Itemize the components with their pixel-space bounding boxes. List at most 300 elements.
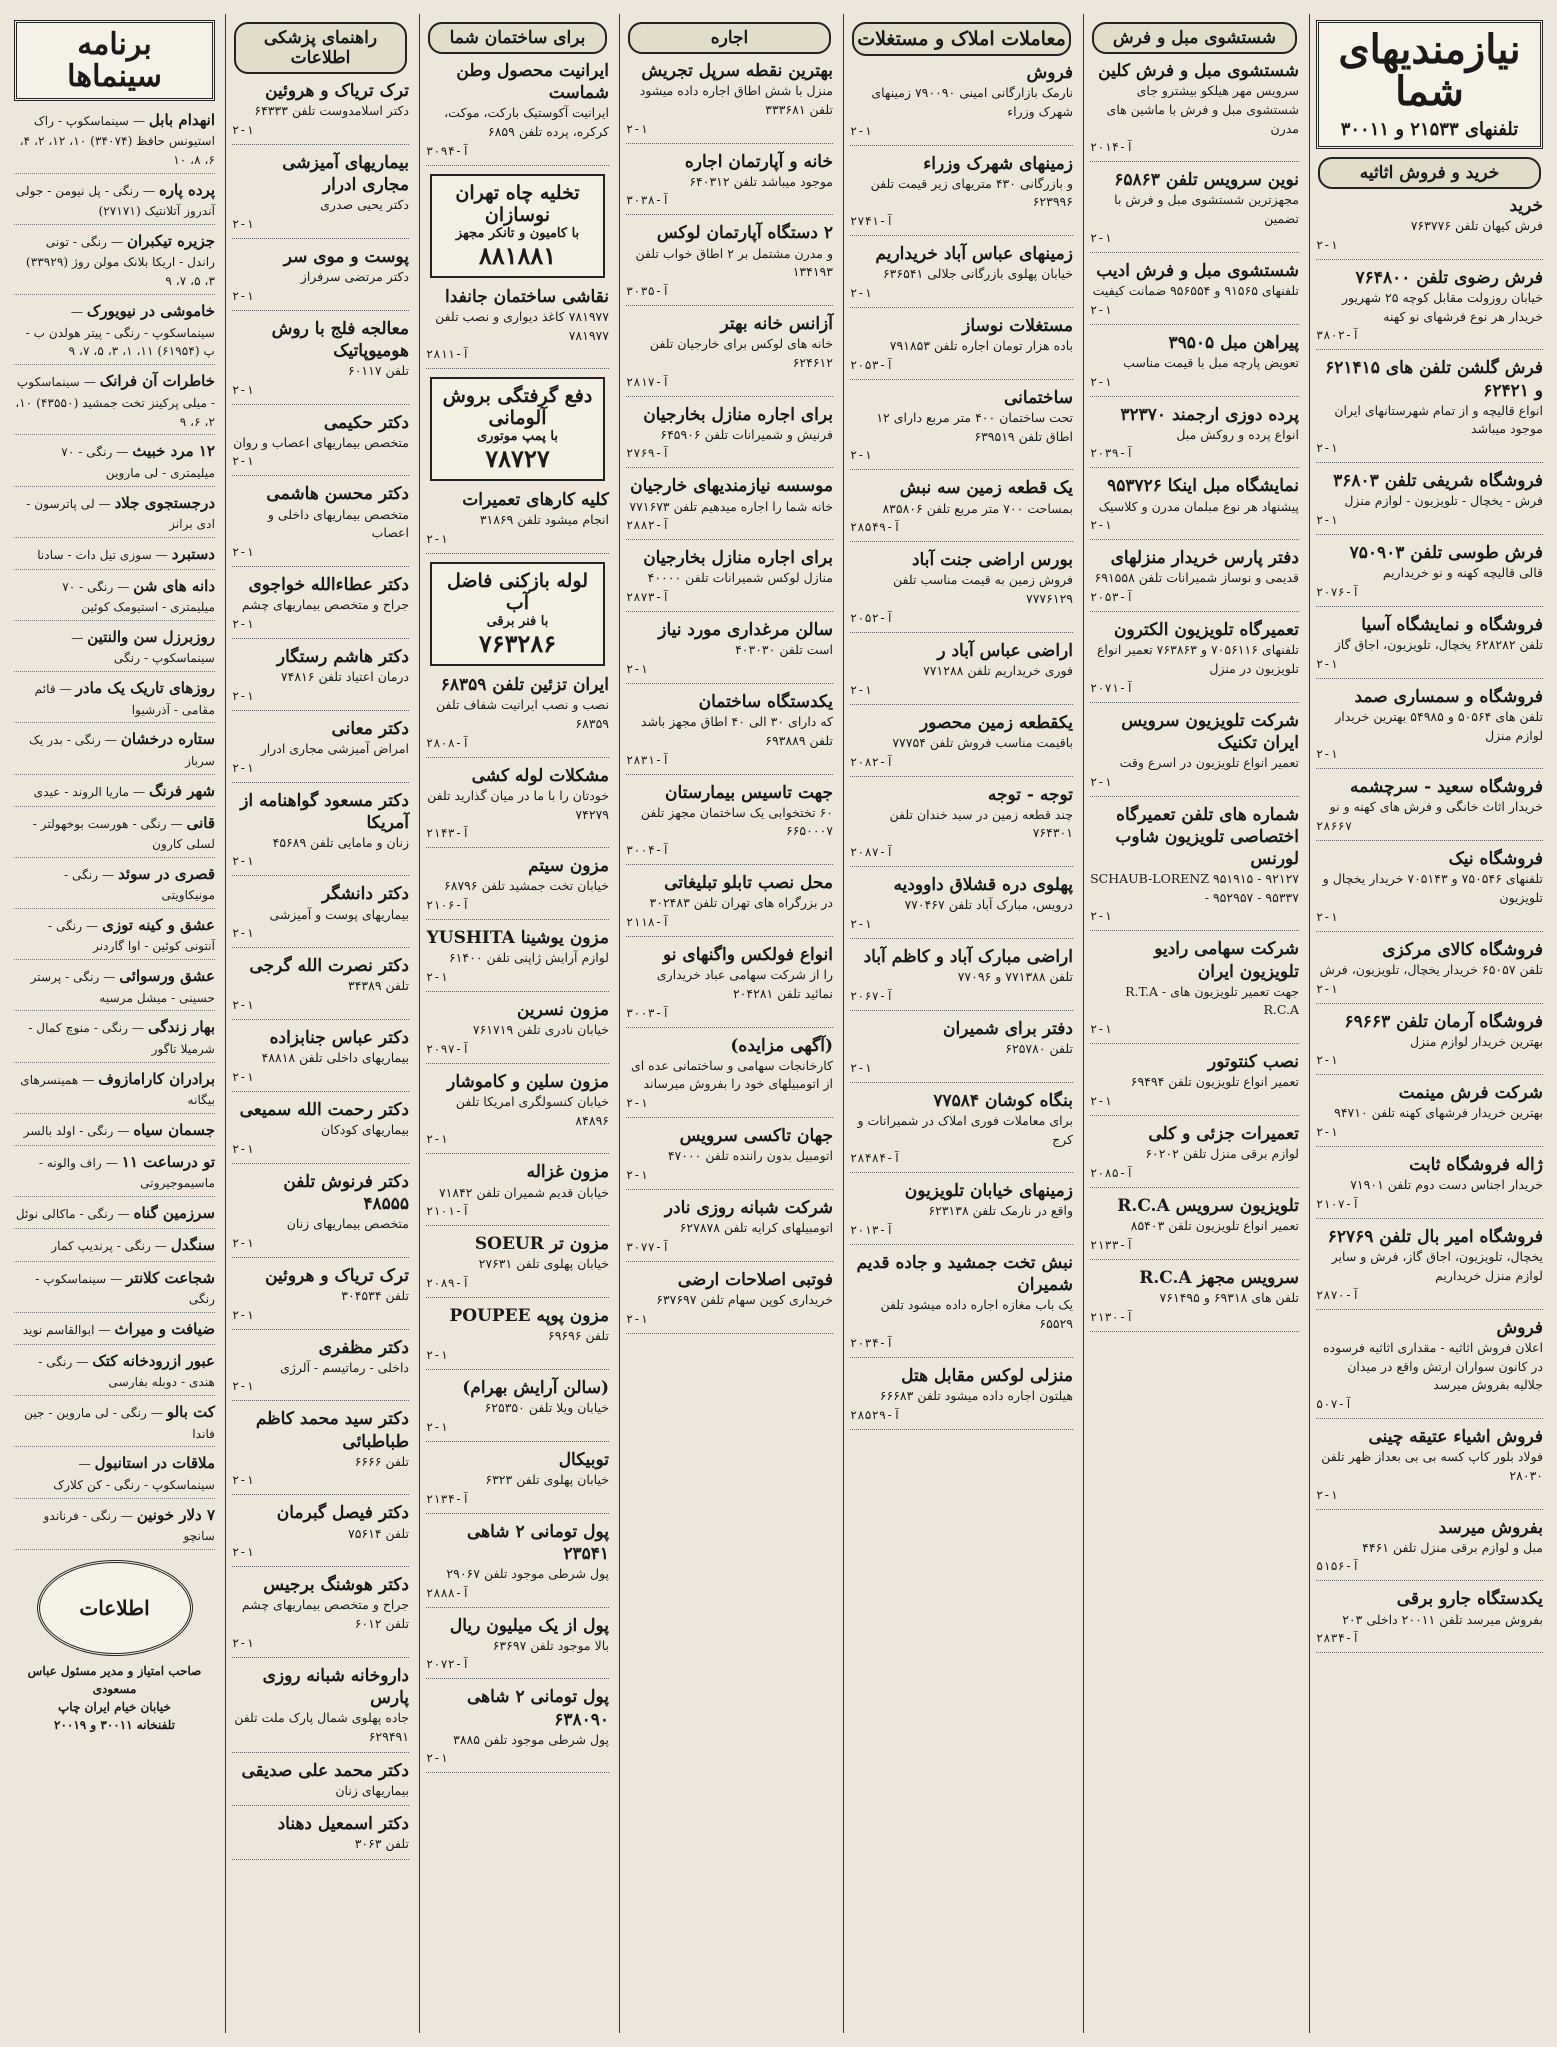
ad-text: بفروش میرسد تلفن ۲۰۰۱۱ داخلی ۲۰۳ <box>1342 1611 1543 1627</box>
imprint-block <box>14 1662 215 1734</box>
ad-headline: بفروش میرسد <box>1438 1517 1543 1538</box>
imprint-address: خیابان خیام ایران چاپ <box>58 1699 171 1714</box>
ad-headline: دکتر هوشنگ برجیس <box>263 1575 409 1596</box>
cinema-listing: دانه های شن — رنگی - ۷۰ میلیمتری - استیومک کوئین <box>14 575 215 621</box>
classified-ad <box>1090 1267 1299 1332</box>
ad-text: پول شرطی موجود تلفن ۳۸۸۵ <box>453 1731 609 1747</box>
ad-headline: منزلی لوکس مقابل هتل <box>901 1365 1073 1386</box>
ad-text: در بزرگراه های تهران تلفن ۳۰۲۴۸۳ <box>649 895 833 911</box>
ad-text: تلفن ۷۵۶۱۴ <box>347 1525 409 1541</box>
ad-code: ۲-۱ <box>1090 1022 1112 1037</box>
ad-headline: ایران تزئین تلفن ۶۸۳۵۹ <box>440 675 609 696</box>
cinema-listing: شهر فرنگ — ماریا الروند - عیدی <box>14 780 215 807</box>
classified-ad <box>232 318 409 405</box>
ad-code: ۲-۱ <box>850 917 872 932</box>
ad-text: تلفن های ۵۰۵۶۴ و ۵۴۹۸۵ بهترین خریدار لوازم منزل <box>1335 708 1543 743</box>
ad-code: ۳۰۹۴-آ <box>426 143 470 158</box>
classified-ad <box>626 1197 833 1262</box>
ad-code: ۲-۱ <box>850 286 872 301</box>
ad-headline: مزون نسرین <box>516 1000 609 1020</box>
ad-headline: یکقطعه زمین محصور <box>919 712 1073 733</box>
classified-ad <box>1090 475 1299 540</box>
ad-headline: اراضی مبارک آباد و کاظم آباد <box>863 947 1073 968</box>
classified-ad <box>232 646 409 711</box>
cinema-film-title: روزهای تاریک یک مادر <box>75 679 215 698</box>
ad-headline: فروشگاه سعید - سرچشمه <box>1350 777 1543 798</box>
ad-code: ۲۱۳۰-آ <box>1090 1309 1134 1324</box>
classified-ad <box>626 151 833 216</box>
ad-headline: شستشوی مبل و فرش کلین <box>1098 61 1299 81</box>
ad-text: ایرانیت آکوستیک بارکت، موکت، کرکره، پرده تلفن ۶۸۵۹ <box>444 105 609 139</box>
classified-ad <box>626 619 833 684</box>
ad-text: خانه های لوکس برای خارجیان تلفن ۶۲۴۶۱۲ <box>649 336 833 370</box>
classified-ad <box>1090 938 1299 1044</box>
ad-code: ۲-۱ <box>232 760 254 775</box>
ad-text: جاده پهلوی شمال پارک ملت تلفن ۶۲۹۴۹۱ <box>234 1710 409 1744</box>
ad-headline: مزون سیتم <box>528 856 609 877</box>
imprint-owner: صاحب امتیاز و مدیر مسئول عباس مسعودی <box>27 1663 202 1696</box>
classified-ad <box>232 1027 409 1092</box>
cinema-listing: سرزمین گناه — رنگی - ماکالی نوئل <box>14 1202 215 1229</box>
ad-headline: نصب کنتوتور <box>1208 1052 1299 1073</box>
cinema-details: رنگی - ۷۰ میلیمتری - لی ماروین <box>61 445 215 480</box>
ad-code: ۲۸۵۴۹-آ <box>850 520 901 535</box>
cinema-film-title: برادران کارامازوف <box>98 1069 215 1088</box>
ad-code: ۲-۱ <box>850 682 872 697</box>
cinema-details: رنگی - مونیکاویتی <box>63 868 215 903</box>
ad-code: ۲۱۰۶-آ <box>426 898 470 913</box>
classified-ad <box>232 883 409 948</box>
cinema-film-title: کت بالو <box>166 1403 215 1422</box>
classified-ad <box>426 1377 609 1442</box>
classified-ad <box>850 62 1073 146</box>
ad-text: خریدار اجناس دست دوم تلفن ۷۱۹۰۱ <box>1350 1177 1543 1193</box>
ad-text: تلفن ۶۶۶۶ <box>354 1453 409 1469</box>
ad-headline: ژاله فروشگاه ثابت <box>1409 1155 1543 1176</box>
ad-headline: زمینهای خیابان تلویزیون <box>904 1181 1073 1202</box>
ad-text: درمان اعتیاد تلفن ۷۴۸۱۶ <box>280 668 409 684</box>
ad-headline: فروشگاه نیک <box>1448 849 1543 870</box>
col3-ads <box>850 62 1073 1430</box>
cinema-film-title: خاموشی در نیویورک <box>86 302 215 321</box>
ad-code: ۲-۱ <box>850 448 872 463</box>
section-buy-sell: خرید و فروش اثاثیه <box>1318 157 1541 189</box>
classified-ad <box>232 574 409 639</box>
classified-ad <box>850 946 1073 1011</box>
ad-text: واقع در نارمک تلفن ۶۲۳۱۳۸ <box>928 1203 1073 1219</box>
ad-text: جراح و متخصص بیماریهای چشم <box>241 597 409 613</box>
cinema-listing: تو درساعت ۱۱ — راف والونه - ماسیموجیروتی <box>14 1151 215 1197</box>
column-rent <box>619 14 839 2033</box>
col4-ads <box>626 60 833 1334</box>
cinema-details: رنگی - آنتونی کوئین - اوا گاردنر <box>47 919 215 954</box>
ad-text: فوری خریداریم تلفن ۷۷۱۲۸۸ <box>923 663 1073 678</box>
ad-code: ۲-۱ <box>1316 909 1338 924</box>
classified-ad <box>232 1099 409 1164</box>
cinema-details: رنگی - منوچ کمال - شرمیلا تاگور <box>28 1021 215 1056</box>
ad-code: ۲۰۵۳-آ <box>850 357 894 372</box>
cinema-listing: خاطرات آن فرانک — سینماسکوپ - میلی پرکینز تخت جمشید (۴۳۵۵۰) ۱۰، ۲، ۶، ۹ <box>14 370 215 435</box>
ad-code: ۲-۱ <box>850 123 872 138</box>
cinema-list <box>14 109 215 1550</box>
ad-headline: پرده دوزی ارجمند ۳۲۳۷۰ <box>1120 404 1299 425</box>
ad-code: ۲-۱ <box>1316 1125 1338 1140</box>
ad-headline: دفتر برای شمیران <box>943 1018 1073 1039</box>
classified-ad <box>850 387 1073 471</box>
classified-ad <box>426 1071 609 1155</box>
cinema-listing: خاموشی در نیویورک — سینماسکوپ - رنگی - پیتر هولدن ب - پ (۶۱۹۵۴) ۱۱، ۱، ۳، ۵، ۷، ۹ <box>14 300 215 365</box>
cinema-film-title: ۷ دلار خونین <box>136 1505 215 1524</box>
ad-headline: (سالن آرایش بهرام) <box>462 1377 609 1398</box>
ad-code: ۲۸۷۰-آ <box>1316 1287 1360 1302</box>
classified-ad <box>426 927 609 992</box>
ad-code: ۲-۱ <box>232 382 254 397</box>
cinema-film-title: پرده پاره <box>158 181 215 200</box>
ad-text: دکتر اسلامدوست تلفن ۶۴۳۳۳ <box>254 103 409 119</box>
classified-ad <box>1090 1123 1299 1188</box>
ad-code: ۲۱۰۱-آ <box>426 1204 470 1219</box>
ad-text: تلفن ۶۵۰۵۷ خریدار یخچال، تلویزیون، فرش <box>1319 961 1543 977</box>
column-construction <box>419 14 615 2033</box>
ad-headline: پول تومانی ۲ شاهی ۶۳۸۰۹۰ <box>466 1687 609 1730</box>
ad-headline: فرش گلشن تلفن های ۶۲۱۴۱۵ و ۶۲۴۲۱ <box>1325 358 1543 401</box>
ad-code: ۲-۱ <box>626 121 648 136</box>
ad-code: ۲-۱ <box>1316 1487 1338 1502</box>
classified-ad <box>426 1686 609 1773</box>
ad-text: تعمیر انواع تلویزیون تلفن ۸۵۴۰۳ <box>1130 1217 1299 1233</box>
classified-ad <box>426 855 609 920</box>
ad-headline: پهلوی دره قشلاق داوودیه <box>893 875 1073 896</box>
classified-ad <box>1316 1317 1543 1419</box>
classified-ad <box>850 549 1073 633</box>
cinema-details: رنگی - پرندیپ کمار <box>51 1239 151 1254</box>
ad-text: را از شرکت سهامی عباد خریداری نمائید تلفن ۲۰۴۲۸۱ <box>656 967 833 1001</box>
classified-ad <box>850 712 1073 777</box>
ad-code: ۲۸۷۳-آ <box>626 590 670 605</box>
ad-code: ۲-۱ <box>1316 656 1338 671</box>
classified-ad <box>626 944 833 1028</box>
cinema-film-title: خاطرات آن فرانک <box>99 372 215 391</box>
cinema-banner <box>14 20 215 101</box>
ad-text: امراض آمیزشی مجاری ادرار <box>260 740 409 756</box>
ad-code: ۲-۱ <box>232 854 254 869</box>
cinema-listing: بهار زندگی — رنگی - منوچ کمال - شرمیلا تاگور <box>14 1016 215 1062</box>
cinema-details: سوزی تیل دات - سادنا <box>37 547 152 562</box>
classified-ad <box>626 404 833 469</box>
ad-text: تعمیر انواع تلویزیون تلفن ۶۹۴۹۴ <box>1130 1074 1299 1090</box>
classified-ad <box>1090 260 1299 325</box>
ad-text: لوازم برقی منزل تلفن ۶۰۲۰۲ <box>1145 1146 1299 1162</box>
ad-code: ۲۰۷۶-آ <box>1316 584 1360 599</box>
ad-text: مبل و لوازم برقی منزل تلفن ۴۴۶۱ <box>1362 1539 1543 1555</box>
classified-ad <box>426 999 609 1064</box>
ad-text: تلفن ۳۰۴۵۳۴ <box>341 1287 409 1303</box>
ad-headline: ترک تریاک و هروئین <box>265 1265 409 1286</box>
ad-code: ۵۰۷-آ <box>1316 1397 1353 1411</box>
ad-text: تلفن ۶۲۵۷۸۰ <box>1005 1040 1073 1056</box>
cinema-film-title: ملاقات در استانبول <box>94 1454 215 1473</box>
ad-headline: ساختمانی <box>1004 387 1073 408</box>
ad-text: انجام میشود تلفن ۳۱۸۶۹ <box>479 512 609 528</box>
classified-ad <box>850 315 1073 380</box>
ad-text: چند قطعه زمین در سید خندان تلفن ۷۶۴۳۰۱ <box>889 806 1073 841</box>
ad-text: تلفن ۳۴۳۸۹ <box>347 978 409 994</box>
boxed-ad-headline: لوله بازکنی فاضل آب <box>446 570 589 615</box>
classified-ad <box>850 1090 1073 1174</box>
cinema-details: سینماسکوپ - راک استیونس حافظ (۳۴۰۷۴) ۱۰، ۱۲، ۲، ۴، ۶، ۸، ۱۰ <box>19 114 215 168</box>
ad-text: لوازم آرایش ژاپنی تلفن ۶۱۴۰۰ <box>448 950 609 966</box>
ad-code: ۲۰۸۵-آ <box>1090 1165 1134 1180</box>
cinema-details: همینسرهای بیگانه <box>20 1072 215 1107</box>
ad-headline: ترک تریاک و هروئین <box>265 81 409 101</box>
cinema-film-title: قصری در سوئد <box>118 865 215 883</box>
imprint-phones: تلفنخانه ۳۰۰۱۱ و ۲۰۰۱۹ <box>54 1717 175 1732</box>
ad-headline: فروشگاه امیر بال تلفن ۶۲۷۶۹ <box>1327 1227 1543 1248</box>
ad-code: ۲۰۵۳-آ <box>1090 590 1134 605</box>
ad-code: ۲-۱ <box>1316 747 1338 762</box>
ad-headline: دکتر فرنوش تلفن ۴۸۵۵۵ <box>283 1171 409 1214</box>
ad-headline: شرکت تلویزیون سرویس ایران تکنیک <box>1121 710 1299 753</box>
cinema-details: ماریا الروند - عیدی <box>33 784 130 799</box>
classified-ad <box>1316 848 1543 932</box>
ad-headline: پول تومانی ۲ شاهی ۲۳۵۴۱ <box>466 1521 609 1564</box>
cinema-listing: عشق و کینه توزی — رنگی - آنتونی کوئین - اوا گاردنر <box>14 914 215 960</box>
ad-headline: فرش طوسی تلفن ۷۵۰۹۰۳ <box>1349 542 1543 563</box>
cinema-details: رنگی - اولد بالسر <box>23 1123 114 1138</box>
ad-text: پول شرطی موجود تلفن ۲۹۰۶۷ <box>446 1565 609 1581</box>
ad-headline: (آگهی مزایده) <box>730 1035 833 1056</box>
ad-headline: تلویزیون سرویس R.C.A <box>1117 1195 1299 1216</box>
ad-headline: برای اجاره منازل بخارجیان <box>643 404 833 425</box>
ad-headline: دکتر فیصل گبرمان <box>276 1503 409 1524</box>
ad-headline: فروش اشیاء عتیقه چینی <box>1368 1427 1543 1447</box>
classified-ad <box>426 1161 609 1226</box>
ad-headline: مزون غزاله <box>526 1162 609 1183</box>
classified-ad <box>1090 547 1299 612</box>
ad-text: خریدار اثاث خانگی و فرش های کهنه و نو <box>1329 799 1543 815</box>
ad-text: نارمک بازارگانی امینی ۷۹۰۰۹۰ زمینهای شهرک وزراء <box>871 85 1073 119</box>
ad-code: ۲-۱ <box>232 454 254 469</box>
ad-code: ۲-۱ <box>232 122 254 137</box>
classified-ad <box>426 1449 609 1514</box>
ad-text: دکتر یحیی صدری <box>320 197 409 213</box>
cinema-details: راف والونه - ماسیموجیروتی <box>38 1156 215 1191</box>
cinema-film-title: شجاعت کلانتر <box>126 1268 215 1287</box>
ad-code: ۲-۱ <box>232 1545 254 1560</box>
ad-code: ۲-۱ <box>232 688 254 703</box>
ad-headline: بورس اراضی جنت آباد <box>911 550 1073 571</box>
classified-ad <box>626 691 833 775</box>
ad-code: ۲۰۸۷-آ <box>850 845 894 860</box>
ad-headline: مزون سلین و کاموشار <box>447 1071 609 1092</box>
classified-ad <box>626 1125 833 1190</box>
ad-headline: نوین سرویس تلفن ۶۵۸۶۳ <box>1114 170 1299 191</box>
ad-text: خیابان روزولت مقابل کوچه ۲۵ شهریور خریدار هر نوع فرشهای نو کهنه <box>1341 289 1543 324</box>
cinema-film-title: درجستجوی جلاد <box>114 493 215 512</box>
ad-code: ۲-۱ <box>626 1311 648 1326</box>
ad-code: ۲-۱ <box>850 1060 872 1075</box>
classified-ad <box>426 286 609 370</box>
ad-text: بیماریهای پوست و آمیزشی <box>269 906 409 922</box>
column-doctors <box>225 14 415 2033</box>
ad-text: متخصص بیماریهای زنان <box>286 1216 409 1232</box>
ad-code: ۲۱۳۴-آ <box>426 1491 470 1506</box>
ad-code: ۲۰۸۹-آ <box>426 1276 470 1291</box>
ad-headline: دکتر عباس جنابزاده <box>269 1028 409 1049</box>
ad-code: ۲۰۷۲-آ <box>426 1657 470 1672</box>
ad-text: موجود میباشد تلفن ۶۴۰۳۱۲ <box>689 173 833 189</box>
ad-headline: سرویس مجهز R.C.A <box>1139 1267 1299 1288</box>
cinema-film-title: عشق ورسوائی <box>119 967 215 986</box>
ad-code: ۳۰۷۷-آ <box>626 1239 670 1254</box>
ad-headline: دکتر محسن هاشمی <box>266 484 409 505</box>
boxed-ad <box>430 377 605 481</box>
ad-text: خیابان نادری تلفن ۷۶۱۷۱۹ <box>472 1022 609 1038</box>
cinema-film-title: قانی <box>186 813 215 832</box>
ad-headline: نقاشی ساختمان جانفدا <box>445 286 609 307</box>
cinema-details: رنگی - هورست بوخهولتر - لسلی کارون <box>32 816 215 852</box>
ad-text: داخلی - رماتیسم - آلرژی <box>280 1359 409 1375</box>
ad-headline: شرکت شبانه روزی نادر <box>664 1198 833 1219</box>
ad-code: ۳۰۳۸-آ <box>626 193 670 208</box>
ad-code: ۲۰۱۴-آ <box>1090 140 1134 155</box>
ad-text: ۷۸۱۹۷۷ کاغذ دیواری و نصب تلفن ۷۸۱۹۷۷ <box>435 308 609 343</box>
boxed-ad-headline: دفع گرفتگی بروش آلومانی <box>442 385 593 430</box>
ad-headline: انواع فولکس واگنهای نو <box>663 945 833 966</box>
ad-code: ۲-۱ <box>1090 302 1112 317</box>
cinema-details: سینماسکوپ - رنگی <box>113 651 215 666</box>
newspaper-logo-stamp: اطلاعات <box>37 1560 193 1656</box>
ad-text: باقیمت مناسب فروش تلفن ۷۷۷۵۴ <box>892 734 1073 750</box>
ad-text: زنان و مامایی تلفن ۴۵۶۸۹ <box>272 834 409 850</box>
ad-headline: دکتر عطاءالله خواجوی <box>248 575 409 595</box>
cinema-film-title: تو درساعت ۱۱ <box>121 1153 215 1172</box>
ad-text: و مدرن مشتمل بر ۲ اطاق خواب تلفن ۱۳۴۱۹۳ <box>635 245 833 280</box>
ad-headline: مزون پوپه POUPEE <box>449 1306 609 1327</box>
ad-text: پیشنهاد هر نوع مبلمان مدرن و کلاسیک <box>1098 498 1299 514</box>
ad-headline: دکتر سید محمد کاظم طباطبائی <box>255 1409 409 1452</box>
classified-ad <box>1316 195 1543 260</box>
classified-ad <box>850 1180 1073 1245</box>
ad-code: ۲-۱ <box>232 1141 254 1156</box>
ad-text: فرش کیهان تلفن ۷۶۳۷۷۶ <box>1410 218 1543 234</box>
ad-text: فولاد بلور کاپ کسه بی بی بعداز ظهر تلفن ۲۸۰۳۰ <box>1321 1449 1543 1483</box>
ad-code: ۲-۱ <box>426 1419 448 1434</box>
boxed-ad-headline: تخلیه چاه تهران نوسازان <box>455 181 580 226</box>
ad-code: ۲-۱ <box>426 1751 448 1766</box>
ad-headline: ۲ دستگاه آپارتمان لوکس <box>656 223 833 244</box>
ad-headline: موسسه نیازمندیهای خارجیان <box>630 476 833 497</box>
ad-code: ۲-۱ <box>232 1635 254 1650</box>
ad-code: ۲-۱ <box>1090 230 1112 245</box>
ad-headline: فروش <box>1496 1317 1543 1338</box>
ad-headline: دکتر معانی <box>331 718 409 739</box>
section-construction: برای ساختمان شما <box>428 22 607 54</box>
classified-ad <box>1090 332 1299 397</box>
section-rent: اجاره <box>628 22 831 54</box>
classified-ad <box>1316 470 1543 535</box>
classified-ad <box>850 640 1073 705</box>
ad-code: ۲-۱ <box>1316 981 1338 996</box>
ad-headline: دکتر مسعود گواهنامه از آمریکا <box>240 790 409 833</box>
col1-ads <box>1316 195 1543 1653</box>
ad-code: ۲-۱ <box>1316 237 1338 252</box>
cinema-film-title: بهار زندگی <box>147 1018 215 1037</box>
classified-ad <box>850 243 1073 308</box>
classified-ad <box>1316 1426 1543 1510</box>
cinema-film-title: ۱۲ مرد خبیث <box>132 442 215 461</box>
ad-text: یخچال، تلویزیون، اجاق گاز، فرش و سایر لوازم منزل خریداریم <box>1331 1249 1543 1283</box>
classified-ad <box>1090 169 1299 253</box>
ad-text: سرویس مهر هیلکو بیشترو جای شستشوی مبل و فرش با ماشین های مدرن <box>1106 83 1299 136</box>
cinema-listing: کت بالو — رنگی - لی ماروین - جین فاندا <box>14 1401 215 1447</box>
cinema-details: رنگی - فرناندو سانچو <box>43 1508 215 1543</box>
ad-text: بالا موجود تلفن ۶۳۶۹۷ <box>492 1637 609 1653</box>
ad-headline: کلیه کارهای تعمیرات <box>462 490 609 511</box>
ad-code: ۲۸۱۷-آ <box>626 374 670 389</box>
classified-ad <box>626 1035 833 1119</box>
section-cleaning: شستشوی مبل و فرش <box>1092 22 1297 54</box>
cinema-details: سینماسکوپ - رنگی <box>35 1271 215 1306</box>
ad-code: ۲۰۵۲-آ <box>850 610 894 625</box>
ad-text: خریداری کوپن سهام تلفن ۶۳۷۶۹۷ <box>656 1292 833 1307</box>
ad-headline: دکتر رحمت الله سمیعی <box>239 1100 409 1120</box>
ad-code: ۲۱۰۷-آ <box>1316 1197 1360 1212</box>
classified-ad <box>1090 804 1299 932</box>
ad-code: ۲۰۷۱-آ <box>1090 680 1134 695</box>
cinema-film-title: جسمان سیاه <box>133 1120 215 1139</box>
cinema-film-title: روزبرزل سن والنتین <box>87 628 215 647</box>
cinema-film-title: دستبرد <box>171 544 215 563</box>
cinema-listing: عبور ازرودخانه کتک — رنگی - هندی - دوبله بفارسی <box>14 1350 215 1396</box>
cinema-film-title: ضیافت و میراث <box>114 1319 215 1338</box>
classified-ad <box>232 955 409 1020</box>
classified-ad <box>626 1269 833 1334</box>
ad-headline: پوست و موی سر <box>283 246 409 267</box>
cinema-listing: ملاقات در استانبول — سینماسکوپ - رنگی - کن کلارک <box>14 1452 215 1498</box>
ad-text: خیابان ویلا تلفن ۶۲۵۳۵۰ <box>484 1400 609 1416</box>
ad-code: ۲۰۸۲-آ <box>850 754 894 769</box>
cinema-listing: روزهای تاریک یک مادر — قائم مقامی - آذرشیوا <box>14 677 215 723</box>
cinema-details: ابوالقاسم نوید <box>22 1322 95 1337</box>
ad-code: ۲-۱ <box>232 1235 254 1250</box>
cinema-film-title: سرزمین گناه <box>133 1204 215 1223</box>
classified-ad <box>1316 357 1543 463</box>
ad-text: فروش زمین به قیمت مناسب تلفن ۷۷۷۶۱۲۹ <box>893 572 1073 607</box>
ad-headline: دکتر حکیمی <box>323 412 409 433</box>
ad-code: ۲۰۳۴-آ <box>850 1335 894 1350</box>
col6-ads <box>232 80 409 1860</box>
ad-code: ۲۰۶۷-آ <box>850 988 894 1003</box>
ad-headline: یک قطعه زمین سه نبش <box>899 478 1073 499</box>
ad-code: ۲۷۴۱-آ <box>850 214 894 229</box>
classified-ad <box>1090 710 1299 797</box>
ad-text: بهترین خریدار فرشهای کهنه تلفن ۹۴۷۱۰ <box>1334 1105 1543 1121</box>
col2-ads <box>1090 60 1299 1332</box>
ad-code: ۲۸۳۱-آ <box>626 752 670 767</box>
ad-headline: دفتر پارس خریدار منزلهای <box>1110 548 1299 569</box>
ad-code: ۲۰۳۹-آ <box>1090 446 1134 461</box>
ad-code: ۲۸۱۱-آ <box>426 347 470 362</box>
ad-text: یک باب مغازه اجاره داده میشود تلفن ۶۵۵۲۹ <box>880 1297 1073 1332</box>
column-cinema <box>8 14 221 2033</box>
classified-ad <box>426 765 609 849</box>
classified-ad <box>626 475 833 540</box>
classified-ad <box>232 1813 409 1860</box>
ad-headline: دکتر هاشم رستگار <box>276 646 409 667</box>
ad-text: تلفن ۷۷۱۳۸۸ و ۷۷۰۹۶ <box>957 969 1073 985</box>
classified-ad <box>1316 1226 1543 1310</box>
